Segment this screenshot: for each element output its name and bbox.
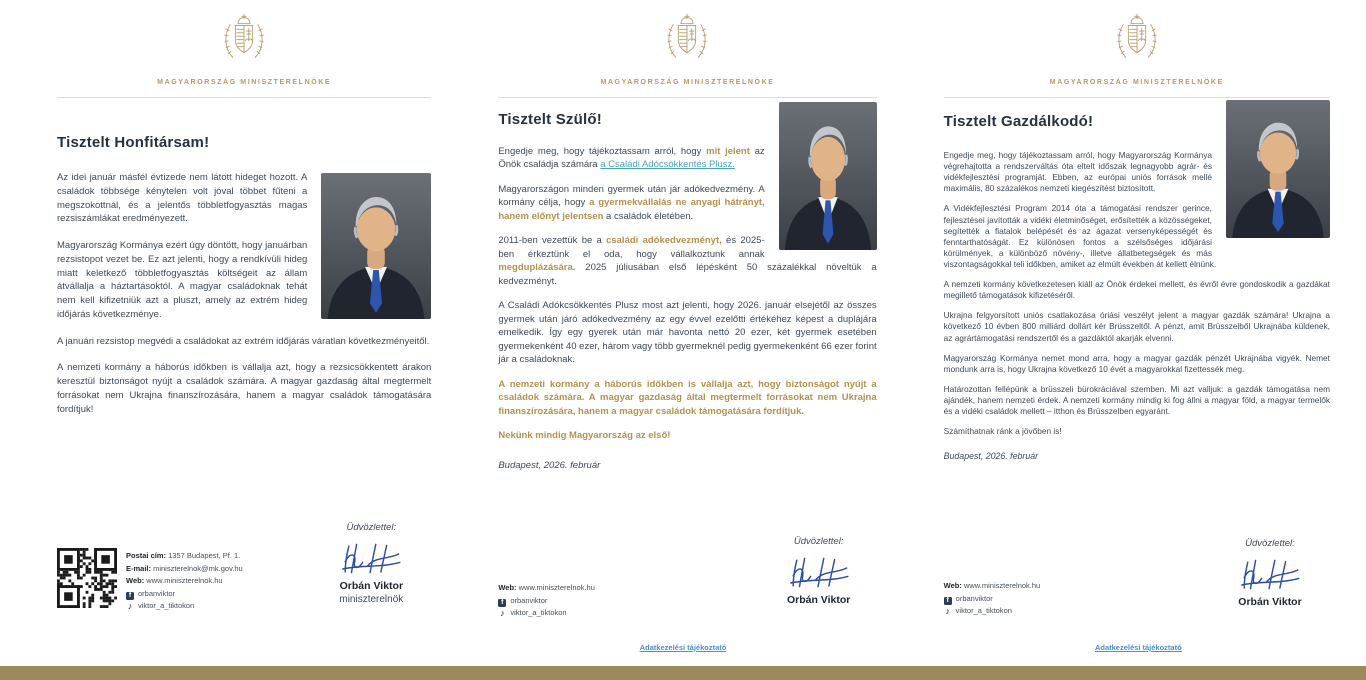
contact-row: [126, 600, 243, 613]
contact-row: [944, 605, 1041, 618]
header-divider: [57, 97, 431, 98]
salutation-title: Tisztelt Szülő!: [498, 111, 602, 128]
contact-label: E-mail:: [126, 563, 154, 573]
signer-name: Orbán Viktor: [339, 580, 404, 592]
text-run: Ukrajna felgyorsított uniós csatlakozása óriási veszélyt jelent a magyar gazdák számára! Ukrajna a következő 10 évben 800 milliárd dollárt kér Brüsszeltől. A pénzt, amit Brüsszelből Ukrajnába küldenek, az agrártámogatási rendszertől és a gazdáktól akarják elvenni.: [943, 310, 1330, 343]
tiktok-icon: ♪: [127, 601, 133, 611]
facebook-icon: f: [126, 592, 134, 600]
text-run: A nemzeti kormány a háborús időkben is vállalja azt, hogy a rezsicsökkentett árakon keresztül biztonságot nyújt a családok számára. A magyar gazdaság által megtermelt forrásokat nem Ukrajna finanszírozására, hanem a magyar családok támogatására fordítjuk!: [57, 362, 432, 415]
highlighted-text: mit jelent: [706, 146, 750, 157]
contact-value: www.miniszterelnok.hu: [146, 576, 223, 585]
text-run: Határozottan fellépünk a brüsszeli bürokráciával szemben. Mi azt valljuk: a gazdák támogatása nem ajándék, hanem nemzeti érdek. A nemzeti kormány mindig ki fog állni a magyar föld, a magyar termelők és a vidéki családok mellett – itthon és Brüsszelben egyaránt.: [943, 383, 1330, 417]
contact-label: Web:: [498, 583, 519, 592]
text-run: Magyarország Kormánya ezért úgy döntött, hogy januárban rezsistopot vezet be. Ez azt jelenti, hogy a rendkívüli hideg miatt keletkező többletfogyasztás költségeit az állam átvállalja a háztartásoktól. A magyar családoknak tehát nem kell kifizetniük azt a pluszt, amely az extrém hideg időjárás következménye.: [57, 240, 308, 320]
contact-block: [944, 578, 1041, 618]
signer-title: miniszterelnök: [339, 594, 404, 605]
contact-row: [498, 607, 595, 620]
date-line: Budapest, 2026. február: [943, 451, 1039, 462]
orban-viktor-portrait: [321, 173, 431, 319]
hungary-coat-of-arms-icon: [57, 13, 431, 74]
tiktok-icon: ♪: [945, 606, 950, 616]
paragraph: [944, 353, 1330, 375]
paragraph: [498, 429, 876, 442]
letter-page-szulo: [455, 0, 910, 666]
contact-label: Web:: [126, 576, 147, 585]
contact-value: www.miniszterelnok.hu: [518, 583, 595, 592]
text-run: A nemzeti kormány következetesen kiáll az Önök érdekei mellett, és évről évre gondoskodik a gazdákat megillető támogatások kifizetéséről.: [943, 279, 1330, 301]
paragraph: [944, 279, 1330, 301]
paragraph: [498, 299, 876, 366]
contact-list: [944, 578, 1041, 618]
closing-line: Üdvözlettel:: [793, 536, 844, 547]
orban-viktor-portrait: [779, 102, 877, 250]
contact-row: [126, 550, 243, 563]
contact-value: orbanviktor: [138, 588, 176, 598]
contact-value: orbanviktor: [510, 595, 548, 605]
signature-block: [1208, 538, 1332, 608]
contact-value: viktor_a_tiktokon: [955, 606, 1012, 615]
contact-row: [498, 582, 595, 595]
header-divider: [944, 97, 1330, 98]
contact-label: Postai cím:: [126, 551, 169, 560]
letterhead: [57, 0, 431, 86]
tiktok-icon: ♪: [500, 608, 505, 618]
text-run: Számíthatnak ránk a jövőben is!: [943, 426, 1062, 437]
qr-code: [57, 548, 117, 608]
facebook-icon: f: [944, 597, 952, 605]
contact-label: Web:: [943, 581, 964, 590]
org-name: MAGYARORSZÁG MINISZTERELNÖKE: [157, 79, 332, 86]
contact-row: [498, 595, 595, 608]
signature-block: [757, 536, 881, 606]
facebook-icon: f: [498, 599, 506, 607]
signature-scribble: [1237, 552, 1303, 594]
text-run: és 2025-ben érkeztünk el oda, hogy vállalkoztunk annak: [498, 235, 765, 260]
text-run: A Családi Adókcsökkentés Plusz most azt jelenti, hogy 2026. január elsejétől az összes gyermek után járó adókedvezmény az egy évvel ezelőtti értékéhez képest a duplájára emelkedik. Így egy gyerek után már havonta nettó 20 ezer, két gyermek esetében gyermekenként 40 ezer, három vagy több gyermeknél pedig gyermekenként 66 ezer forint jár a családoknak.: [498, 300, 877, 366]
contact-row: [126, 588, 243, 601]
text-run: 2025 júliusában első lépésként 50 százalékkal növeltük a kedvezményt.: [498, 262, 877, 287]
contact-value: viktor_a_tiktokon: [138, 601, 195, 610]
highlighted-text: A nemzeti kormány a háborús időkben is vállalja azt, hogy biztonságot nyújt a családok számára. A magyar gazdaság által megtermelt forrásokat nem Ukrajna finanszírozására, hanem a magyar családok támogatására fordítjuk.: [498, 378, 877, 417]
privacy-policy-link[interactable]: Adatkezelési tájékoztató: [1094, 643, 1182, 652]
salutation-title: Tisztelt Gazdálkodó!: [943, 113, 1094, 130]
date-line: Budapest, 2026. február: [498, 459, 601, 471]
closing-line: Üdvözlettel:: [346, 522, 397, 533]
orban-viktor-portrait: [1226, 100, 1330, 238]
text-run: A januári rezsistop megvédi a családokat az extrém időjárás váratlan következményeitől.: [57, 335, 430, 347]
paragraph: [944, 384, 1330, 417]
text-run: az Önök családja számára: [498, 146, 765, 171]
text-run: Magyarországon minden gyermek után jár adókedvezmény. A kormány célja, hogy: [498, 183, 765, 209]
org-name: MAGYARORSZÁG MINISZTERELNÖKE: [1049, 79, 1224, 86]
contact-list: [126, 548, 243, 613]
highlighted-text: Nekünk mindig Magyarország az első!: [498, 430, 671, 442]
csaladi-adocsokkentes-plusz-link[interactable]: a Családi Adócsökkentés Plusz.: [600, 159, 735, 171]
text-run: Engedje meg, hogy tájékoztassam arról, hogy: [498, 146, 707, 157]
highlighted-text: a gyermekvállalás ne anyagi hátrányt, hanem előnyt jelentsen: [498, 197, 765, 222]
salutation-title: Tisztelt Honfitársam!: [57, 134, 210, 151]
signer-name: Orbán Viktor: [786, 594, 851, 606]
paragraph: [498, 378, 876, 418]
org-name: MAGYARORSZÁG MINISZTERELNÖKE: [600, 79, 775, 86]
signer-name: Orbán Viktor: [1238, 596, 1302, 608]
contact-row: [126, 563, 243, 576]
contact-row: [126, 575, 243, 588]
contact-value: miniszterelnok@mk.gov.hu: [153, 563, 243, 573]
contact-value: www.miniszterelnok.hu: [963, 581, 1041, 590]
letter-page-honfitarsam: [0, 0, 455, 666]
text-run: a családok életében.: [603, 210, 694, 222]
letter-body: [57, 171, 431, 416]
signature-block: [309, 522, 433, 605]
contact-row: [944, 580, 1041, 593]
letterhead: [498, 0, 876, 86]
hungary-coat-of-arms-icon: [944, 13, 1330, 74]
contact-value: 1357 Budapest, Pf. 1.: [168, 551, 241, 560]
paragraph: [944, 310, 1330, 343]
bottom-gold-bar: [0, 666, 1366, 680]
paragraph: [57, 335, 431, 349]
text-run: Engedje meg, hogy tájékoztassam arról, hogy Magyarország Kormánya végrehajtotta a rendszerváltás óta eltelt időszak legnagyobb agrár- és vidékfejlesztési programját. Ebben, az európai uniós források mellé maximális, 80 százalékos nemzeti kiegészítést biztosított.: [943, 150, 1212, 194]
hungary-coat-of-arms-icon: [498, 13, 876, 74]
header-divider: [498, 97, 876, 98]
text-run: Magyarország Kormánya nemet mond arra, hogy a magyar gazdák pénzét Ukrajnába vigyék. Nemet mondunk arra is, hogy Ukrajna következő 10 évét a magyarokkal fizettessék meg.: [943, 352, 1330, 374]
privacy-policy-link[interactable]: Adatkezelési tájékoztató: [639, 643, 727, 652]
contact-list: [498, 580, 595, 620]
contact-value: viktor_a_tiktokon: [510, 608, 567, 617]
signature-scribble: [338, 536, 404, 578]
contact-value: orbanviktor: [955, 593, 993, 603]
highlighted-text: megduplázására.: [498, 262, 576, 274]
letterhead: [944, 0, 1330, 86]
paragraph: [944, 426, 1330, 437]
text-run: 2011-ben vezettük be a: [498, 235, 607, 247]
text-run: A Vidékfejlesztési Program 2014 óta a támogatási rendszer gerince, fejlesztései javították a vidéki életminőséget, erősítették a közösségeket, segítették a fiatalok belépését és az ágazat versenyképességét és fenntarthatóságát. Ez különösen fontos a szélsőséges időjárási körülmények, a különböző növény-, illetve állatbetegségek és más viszontagságokkal teli időkben, amiket az elmúlt években át kellett élnünk.: [943, 203, 1217, 269]
text-run: Az idei január másfél évtizede nem látott hideget hozott. A családok többsége kénytelen volt jóval többet fűteni a megszokottnál, és a jelentős többletfogyasztás magas rezsiszámlákat eredményezett.: [57, 172, 308, 225]
highlighted-text: családi adókedvezményt,: [606, 235, 722, 247]
contact-row: [944, 593, 1041, 606]
paragraph: [57, 361, 431, 416]
letter-page-gazdalkodo: [911, 0, 1366, 666]
contact-block: [498, 580, 595, 620]
closing-line: Üdvözlettel:: [1245, 538, 1295, 549]
signature-scribble: [786, 550, 852, 592]
contact-block: [57, 548, 243, 613]
